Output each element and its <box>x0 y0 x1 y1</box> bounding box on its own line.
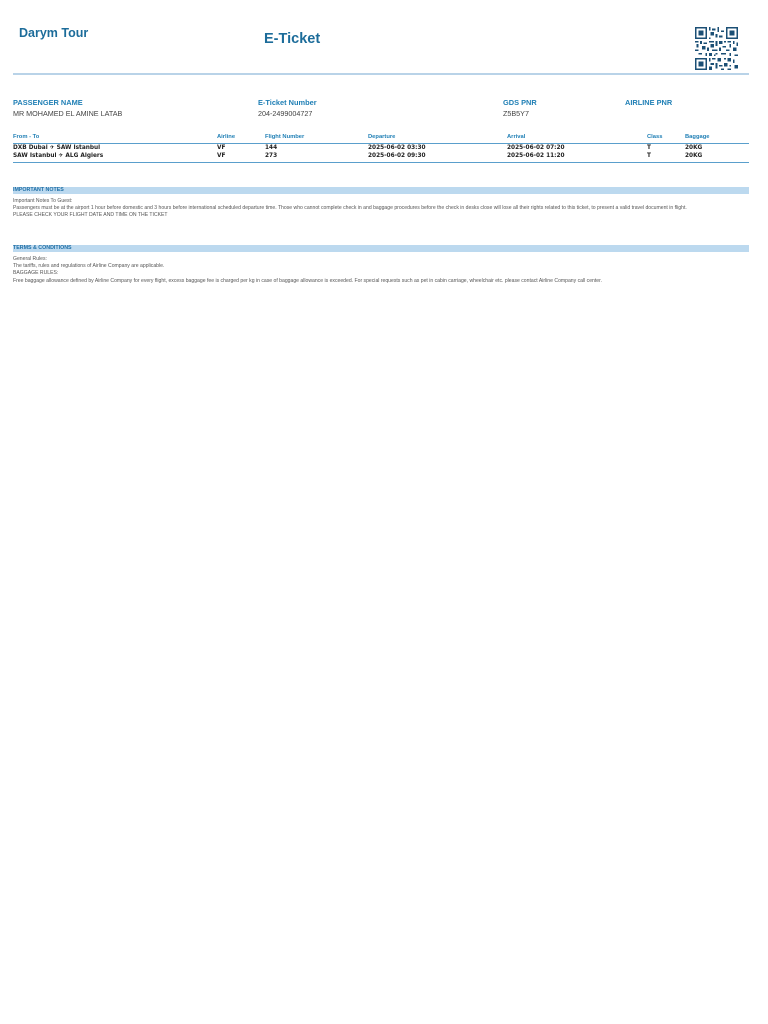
flight-number-cell: 144 <box>265 145 278 151</box>
terms-line: Free baggage allowance defined by Airline Company for every flight, excess baggage fee is charged per kg in case of baggage allowance is exceeded. For special requests such as pet in cabin carriage, wheelchair etc. please contact Airline Company call center. <box>13 277 602 284</box>
note-line: Important Notes To Guest: <box>13 198 73 204</box>
note-line: PLEASE CHECK YOUR FLIGHT DATE AND TIME ON THE TICKET <box>13 212 168 219</box>
departure-cell: 2025-06-02 09:30 <box>368 153 426 159</box>
flight-number-cell: 273 <box>265 153 278 159</box>
baggage-cell: 20KG <box>685 153 703 159</box>
airplane-icon: ✈ <box>49 145 55 151</box>
col-arrival: Arrival <box>507 134 526 140</box>
passenger-name-label: PASSENGER NAME <box>13 98 83 107</box>
flight-table-header <box>13 134 749 143</box>
table-divider <box>13 143 749 144</box>
qr-code-icon <box>694 27 739 70</box>
arrival-cell: 2025-06-02 07:20 <box>507 145 565 151</box>
terms-conditions-heading: TERMS & CONDITIONS <box>13 245 72 251</box>
baggage-cell: 20KG <box>685 145 703 151</box>
col-from-to: From - To <box>13 134 40 140</box>
note-line: Passengers must be at the airport 1 hour before domestic and 3 hours before international scheduled departure time. Those who cannot complete check in and baggage procedures before the check in desks close will lose all their rights related to this ticket, to present a valid travel document in flight. <box>13 205 687 212</box>
ticket-number-value: 204-2499004727 <box>258 109 313 118</box>
terms-line: The tariffs, rules and regulations of Airline Company are applicable. <box>13 263 165 270</box>
gds-pnr-value: Z5B5Y7 <box>503 109 529 118</box>
col-baggage: Baggage <box>685 134 710 140</box>
terms-conditions-bar <box>13 245 749 252</box>
important-notes-bar <box>13 187 749 194</box>
document-title: E-Ticket <box>264 31 321 47</box>
terms-line: General Rules: <box>13 256 47 262</box>
col-class: Class <box>647 134 663 140</box>
arrival-cell: 2025-06-02 11:20 <box>507 153 565 159</box>
origin: DXB Dubai <box>13 145 48 151</box>
departure-cell: 2025-06-02 03:30 <box>368 145 426 151</box>
airplane-icon: ✈ <box>58 153 64 159</box>
passenger-name-value: MR MOHAMED EL AMINE LATAB <box>13 109 123 118</box>
terms-conditions-body <box>13 256 749 285</box>
destination: ALG Algiers <box>65 153 104 159</box>
col-airline: Airline <box>217 134 236 140</box>
airline-pnr-label: AIRLINE PNR <box>625 98 673 107</box>
class-cell: T <box>647 153 651 159</box>
ticket-number-label: E-Ticket Number <box>258 98 317 107</box>
agency-name: Darym Tour <box>19 26 89 40</box>
route-cell <box>13 145 100 151</box>
class-cell: T <box>647 145 651 151</box>
airline-cell: VF <box>217 145 226 151</box>
gds-pnr-label: GDS PNR <box>503 98 537 107</box>
table-row <box>13 153 749 161</box>
col-flight-number: Flight Number <box>265 134 305 140</box>
important-notes-heading: IMPORTANT NOTES <box>13 187 64 193</box>
origin: SAW Istanbul <box>13 153 57 159</box>
table-bottom-divider <box>13 162 749 163</box>
destination: SAW Istanbul <box>56 145 101 151</box>
flight-table <box>13 134 749 163</box>
important-notes-body <box>13 198 749 220</box>
route-cell <box>13 153 103 159</box>
airline-cell: VF <box>217 153 226 159</box>
col-departure: Departure <box>368 134 396 140</box>
table-row <box>13 145 749 153</box>
header-divider <box>13 73 749 75</box>
terms-line: BAGGAGE RULES: <box>13 270 59 277</box>
